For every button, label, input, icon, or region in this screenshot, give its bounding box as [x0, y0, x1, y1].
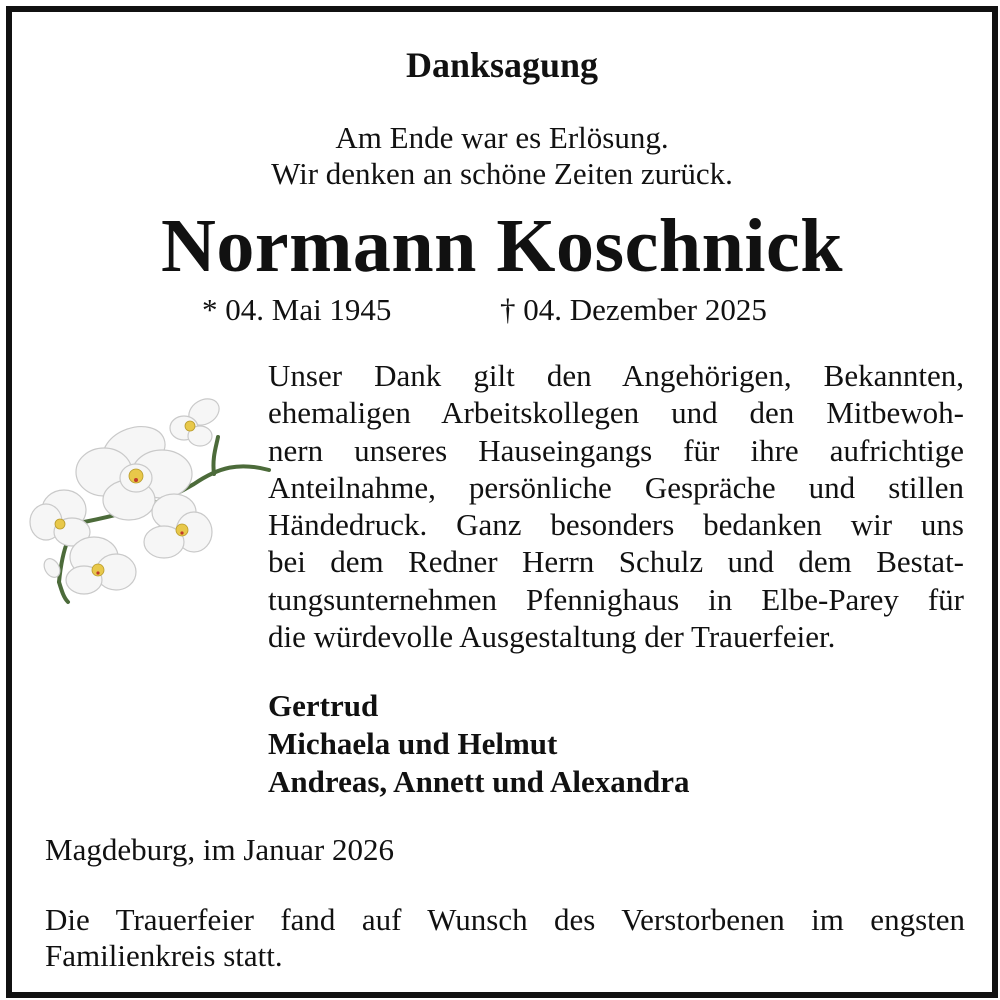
signer: Gertrud: [268, 688, 379, 723]
thanks-line: tungsunternehmen Pfennighaus in Elbe-Parey für: [268, 581, 964, 617]
thanks-line: Händedruck. Ganz besonders bedanken wir uns: [268, 507, 964, 543]
obituary-frame: [6, 6, 998, 998]
funeral-note: [45, 902, 965, 974]
verse-line-1: Am Ende war es Erlösung.: [335, 120, 669, 155]
birth-date: * 04. Mai 1945: [202, 292, 392, 327]
thanks-line: Anteilnahme, persönliche Gespräche und stillen: [268, 469, 964, 505]
signers: [268, 687, 689, 801]
heading: Danksagung: [405, 45, 599, 85]
deceased-name: Normann Koschnick: [160, 204, 844, 288]
thanks-line: die würdevolle Ausgestaltung der Trauerfeier.: [268, 619, 836, 655]
note-line: Familienkreis statt.: [45, 938, 283, 973]
thanks-text: [268, 357, 964, 655]
thanks-line: bei dem Redner Herrn Schulz und dem Bestat-: [268, 544, 964, 580]
signer: Andreas, Annett und Alexandra: [268, 764, 690, 799]
signer: Michaela und Helmut: [268, 726, 558, 761]
thanks-line: nern unseres Hauseingangs für ihre aufrichtige: [268, 432, 964, 468]
thanks-line: Unser Dank gilt den Angehörigen, Bekannten,: [268, 358, 964, 393]
place-date: Magdeburg, im Januar 2026: [45, 832, 394, 867]
orchid-flowers-image: [24, 392, 272, 612]
verse-line-2: Wir denken an schöne Zeiten zurück.: [271, 156, 733, 191]
verse: [12, 120, 992, 192]
death-date: † 04. Dezember 2025: [500, 292, 767, 327]
thanks-line: ehemaligen Arbeitskollegen und den Mitbewoh-: [268, 395, 964, 431]
note-line: Die Trauerfeier fand auf Wunsch des Verstorbenen im engsten: [45, 902, 965, 937]
